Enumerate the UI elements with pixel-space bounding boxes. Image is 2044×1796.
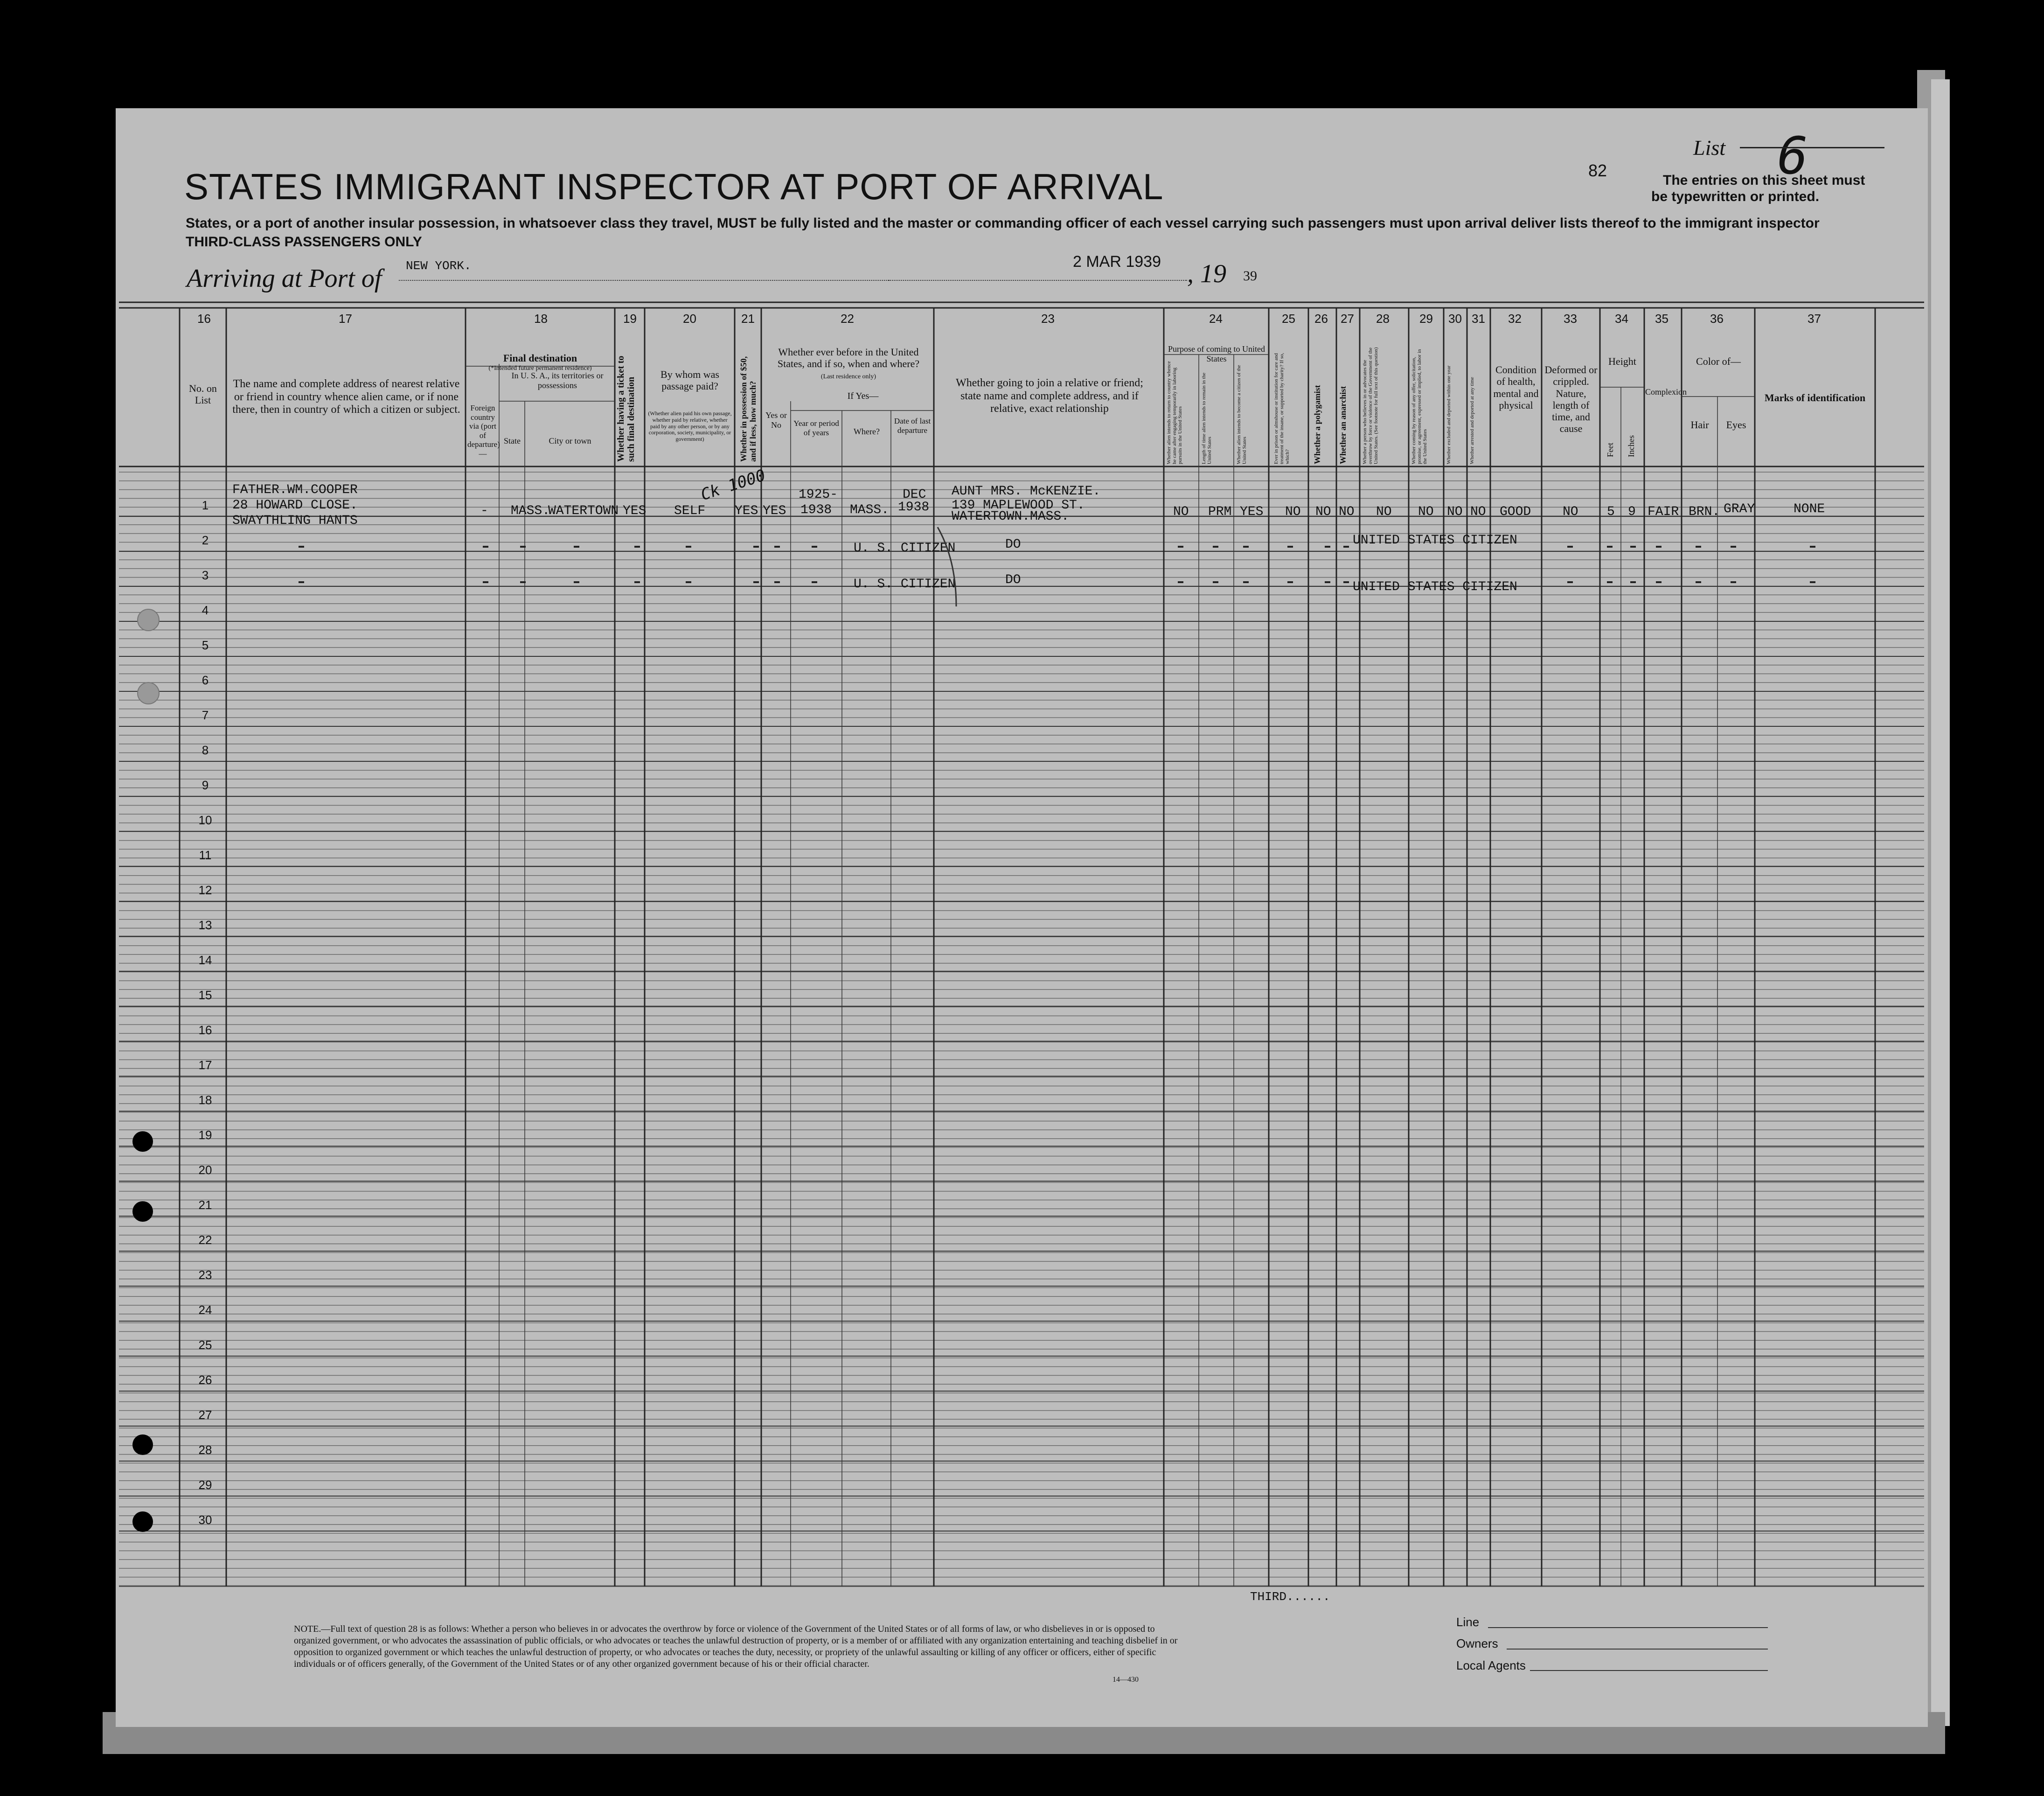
row3-join: DO — [1005, 573, 1021, 587]
header-purpose-citizen: Whether alien intends to become a citizen of the United States — [1236, 365, 1248, 464]
row1-c24c: YES — [1240, 505, 1264, 519]
row-number: 27 — [198, 1408, 212, 1422]
header-ticket: Whether having a ticket to such final destination — [616, 355, 636, 462]
row1-c30: NO — [1447, 505, 1463, 519]
row1-departure-2: 1938 — [898, 500, 930, 515]
header-deformed: Deformed or crippled. Nature, length of time, and cause — [1544, 364, 1598, 435]
colnum-20: 20 — [683, 312, 696, 326]
row1-c26: NO — [1315, 505, 1331, 519]
header-feet: Feet — [1606, 443, 1615, 457]
binder-hole — [132, 1201, 153, 1222]
header-foreign-country: Foreign country via (port of departure)— — [467, 404, 500, 458]
header-polygamist: Whether a polygamist — [1313, 385, 1322, 464]
row-number: 19 — [198, 1128, 212, 1142]
header-final-destination: Final destination — [503, 352, 577, 364]
row2-citizen-long: UNITED STATES CITIZEN — [1353, 533, 1517, 548]
row1-join-1: AUNT MRS. McKENZIE. — [952, 484, 1101, 499]
row1-before: YES — [763, 504, 786, 518]
row-number: 8 — [202, 743, 209, 757]
colnum-25: 25 — [1282, 312, 1295, 326]
row1-fifty: YES — [735, 504, 758, 518]
owners-label: Owners — [1456, 1636, 1498, 1650]
header-years: Year or period of years — [793, 419, 839, 437]
header-last-residence-note: (Last residence only) — [820, 373, 876, 380]
date-stamp: 2 MAR 1939 — [1073, 253, 1161, 271]
header-labor-offer: Whether coming by reason of any offer, solicitation, promise, or agreement, expressed or implied, to labor in the United States — [1411, 349, 1428, 464]
header-no-on-list: No. on List — [189, 383, 217, 406]
colnum-37: 37 — [1808, 312, 1821, 326]
row1-hair: BRN. — [1689, 505, 1720, 519]
row-number: 29 — [198, 1478, 212, 1492]
form-number: 14—430 — [1112, 1676, 1139, 1684]
row-number: 5 — [202, 638, 209, 652]
line-field — [1488, 1627, 1768, 1628]
row-number: 20 — [198, 1163, 212, 1177]
colnum-29: 29 — [1419, 312, 1433, 326]
local-agents-field — [1530, 1670, 1768, 1671]
colnum-26: 26 — [1314, 312, 1328, 326]
header-anarchist: Whether an anarchist — [1338, 386, 1348, 464]
row1-ticket: YES — [623, 504, 647, 518]
row-number: 16 — [198, 1023, 212, 1037]
row3-citizen-short: U. S. CITIZEN — [854, 577, 956, 592]
header-purpose-return: Whether alien intends to return to country whence he came after engaging temporarily in laboring pursuits in the United States — [1166, 361, 1183, 464]
header-join-relative: Whether going to join a relative or friend; state name and complete address, and if relative, exact relationship — [956, 377, 1143, 415]
row1-c25: NO — [1285, 505, 1301, 519]
arriving-label: Arriving at Port of — [187, 264, 382, 293]
header-inches: Inches — [1627, 435, 1636, 457]
row-number: 2 — [202, 533, 209, 547]
row-number: 11 — [199, 848, 212, 862]
header-passage-paid: By whom was passage paid? — [660, 369, 719, 392]
header-passage-paid-note: (Whether alien paid his own passage, whether paid by relative, whether paid by any other person, or by any corporation, society, municipality, or government) — [648, 410, 732, 443]
row1-complexion: FAIR — [1648, 505, 1679, 519]
row-number: 28 — [198, 1443, 212, 1457]
page-title: STATES IMMIGRANT INSPECTOR AT PORT OF ARRIVAL — [184, 166, 1164, 207]
header-overthrow: Whether a person who believes in or advocates the overthrow by force or violence of the Government of the United States. (See footnote for full text of this question) — [1362, 347, 1379, 464]
row2-join: DO — [1005, 537, 1021, 552]
colnum-34: 34 — [1615, 312, 1628, 326]
header-excluded: Whether excluded and deported within one year — [1446, 365, 1452, 464]
row1-deformed: NO — [1563, 505, 1578, 519]
header-color-of: Color of— — [1696, 355, 1741, 367]
colnum-27: 27 — [1341, 312, 1354, 326]
row1-city: WATERTOWN — [548, 504, 619, 518]
row1-where: MASS. — [850, 503, 890, 517]
row1-c29: NO — [1418, 505, 1434, 519]
row1-handwritten-note: Ck 1000 — [698, 466, 768, 505]
row1-join-3: WATERTOWN.MASS. — [952, 509, 1070, 524]
header-health: Condition of health, mental and physical — [1493, 364, 1539, 411]
row-number: 10 — [198, 813, 212, 827]
local-agents-label: Local Agents — [1456, 1658, 1526, 1672]
list-label: List — [1693, 136, 1726, 160]
colnum-16: 16 — [197, 312, 211, 326]
row1-departure-1: DEC — [903, 487, 926, 502]
header-arrested: Whether arrested and deported at any time — [1469, 377, 1475, 464]
header-eyes: Eyes — [1726, 419, 1746, 431]
colnum-21: 21 — [741, 312, 755, 326]
row1-state: MASS. — [511, 504, 550, 518]
row1-relative-1: FATHER.WM.COOPER — [232, 483, 358, 497]
row-number: 22 — [198, 1233, 212, 1247]
row-number: 17 — [198, 1058, 212, 1072]
row-number: 7 — [202, 708, 209, 722]
colnum-24: 24 — [1209, 312, 1223, 326]
colnum-35: 35 — [1655, 312, 1669, 326]
header-where: Where? — [854, 427, 880, 436]
row1-relative-2: 28 HOWARD CLOSE. — [232, 498, 358, 513]
header-hair: Hair — [1690, 419, 1709, 431]
year-suffix: 39 — [1243, 268, 1257, 284]
row-number: 18 — [198, 1093, 212, 1107]
header-relative: The name and complete address of nearest relative or friend in country whence alien came, or if none there, then in country of which a citizen or subject. — [232, 378, 460, 416]
row1-inches: 9 — [1628, 505, 1636, 519]
row-number: 14 — [198, 953, 212, 967]
row1-c24b: PRM — [1208, 505, 1232, 519]
row-number: 13 — [198, 918, 212, 932]
row-number: 6 — [202, 673, 209, 687]
list-number: 6 — [1777, 126, 1808, 186]
typewriter-note-1: The entries on this sheet must — [1663, 173, 1865, 188]
row-number: 4 — [202, 603, 209, 617]
colnum-33: 33 — [1564, 312, 1577, 326]
header-marks: Marks of identification — [1764, 392, 1866, 404]
class-stamp: THIRD...... — [1250, 1590, 1330, 1604]
colnum-30: 30 — [1448, 312, 1462, 326]
row-number: 9 — [202, 778, 209, 792]
binder-hole — [132, 1131, 153, 1152]
colnum-32: 32 — [1508, 312, 1522, 326]
row-number: 1 — [202, 498, 209, 512]
row1-c27: NO — [1339, 505, 1355, 519]
subtitle-line1: States, or a port of another insular possession, in whatsoever class they travel, MUST be fully listed and the master or commanding officer of each vessel carrying such passengers must upon arrival deliver lists thereof to the immigrant inspector — [186, 216, 1820, 231]
row1-relative-3: SWAYTHLING HANTS — [232, 514, 358, 528]
binder-hole — [137, 682, 160, 704]
row1-c24a: NO — [1173, 505, 1189, 519]
header-if-yes: If Yes— — [847, 391, 879, 401]
binder-hole — [132, 1511, 153, 1532]
row1-feet: 5 — [1607, 505, 1615, 519]
row2-citizen-short: U. S. CITIZEN — [854, 541, 956, 556]
typewriter-note-2: be typewritten or printed. — [1651, 189, 1820, 204]
row1-join-2: 139 MAPLEWOOD ST. — [952, 498, 1085, 513]
colnum-31: 31 — [1472, 312, 1485, 326]
binder-hole — [137, 609, 160, 631]
header-in-usa: In U. S. A., its territories or possessions — [511, 371, 604, 390]
colnum-23: 23 — [1041, 312, 1055, 326]
row-number: 23 — [198, 1268, 212, 1282]
row1-eyes: GRAY — [1724, 502, 1755, 516]
colnum-19: 19 — [623, 312, 637, 326]
footnote-q28: NOTE.—Full text of question 28 is as follows: Whether a person who believes in or advocates the overthrow by force or violence of the Government of the United States or of all forms of law, or who disbelieves in or is opposed to organized government, or who advocates the assassination of public officials, or who advocates or teaches the unlawful destruction of property, or is a member of or affiliated with any organization entertaining and teaching disbelief in or opposition to organized government or which teaches the unlawful destruction of property, or who advocates or teaches the duty, necessity, or propriety of the unlawful assaulting or killing of any officer or officers, either of specific individuals or of officers generally, of the Government of the United States or of any other organized government because of his or their official character. — [294, 1624, 1178, 1669]
subtitle-line2: THIRD-CLASS PASSENGERS ONLY — [186, 234, 422, 250]
row1-c31: NO — [1470, 505, 1486, 519]
row1-paid-by: SELF — [674, 504, 706, 518]
row3-citizen-long: UNITED STATES CITIZEN — [1353, 580, 1517, 594]
line-label: Line — [1456, 1615, 1480, 1629]
header-last-departure: Date of last departure — [894, 417, 931, 435]
header-state: State — [504, 436, 521, 446]
row-number: 12 — [198, 883, 212, 897]
page-number: 82 — [1588, 161, 1607, 180]
row1-health: GOOD — [1500, 505, 1531, 519]
row-number: 15 — [198, 988, 212, 1002]
header-purpose-length: Length of time alien intends to remain in the United States — [1201, 372, 1213, 464]
row-number: 30 — [198, 1513, 212, 1527]
header-ever-before: Whether ever before in the United States, and if so, when and where? — [777, 346, 920, 370]
binder-hole — [132, 1434, 153, 1455]
row-number: 21 — [198, 1198, 212, 1212]
header-city: City or town — [549, 436, 591, 446]
row-number: 25 — [198, 1338, 212, 1352]
row-number: 3 — [202, 568, 209, 582]
row1-marks: NONE — [1794, 502, 1825, 516]
row1-foreign: - — [480, 504, 488, 518]
colnum-22: 22 — [841, 312, 854, 326]
colnum-36: 36 — [1710, 312, 1724, 326]
row-number: 24 — [198, 1303, 212, 1317]
header-final-destination-note: (*Intended future permanent residence) — [488, 365, 592, 372]
header-height: Height — [1608, 355, 1636, 367]
header-purpose: Purpose of coming to United States — [1168, 344, 1265, 363]
colnum-18: 18 — [534, 312, 548, 326]
header-complexion: Complexion — [1645, 387, 1687, 397]
year-prefix: , 19 — [1187, 259, 1226, 288]
row1-years-1: 1925- — [799, 487, 838, 502]
colnum-28: 28 — [1376, 312, 1390, 326]
colnum-17: 17 — [339, 312, 352, 326]
row1-c28: NO — [1376, 505, 1392, 519]
row-number: 26 — [198, 1373, 212, 1387]
header-fifty-dollars: Whether in possession of $50, and if less, how much? — [739, 356, 758, 462]
port-value: NEW YORK. — [406, 259, 472, 273]
header-prison: Ever in prison or almshouse or institution for care and treatment of the insane, or supported by charity? If so, which? — [1273, 353, 1291, 464]
owners-field — [1507, 1649, 1768, 1650]
row1-years-2: 1938 — [800, 503, 832, 517]
header-yes-no: Yes or No — [765, 411, 787, 430]
